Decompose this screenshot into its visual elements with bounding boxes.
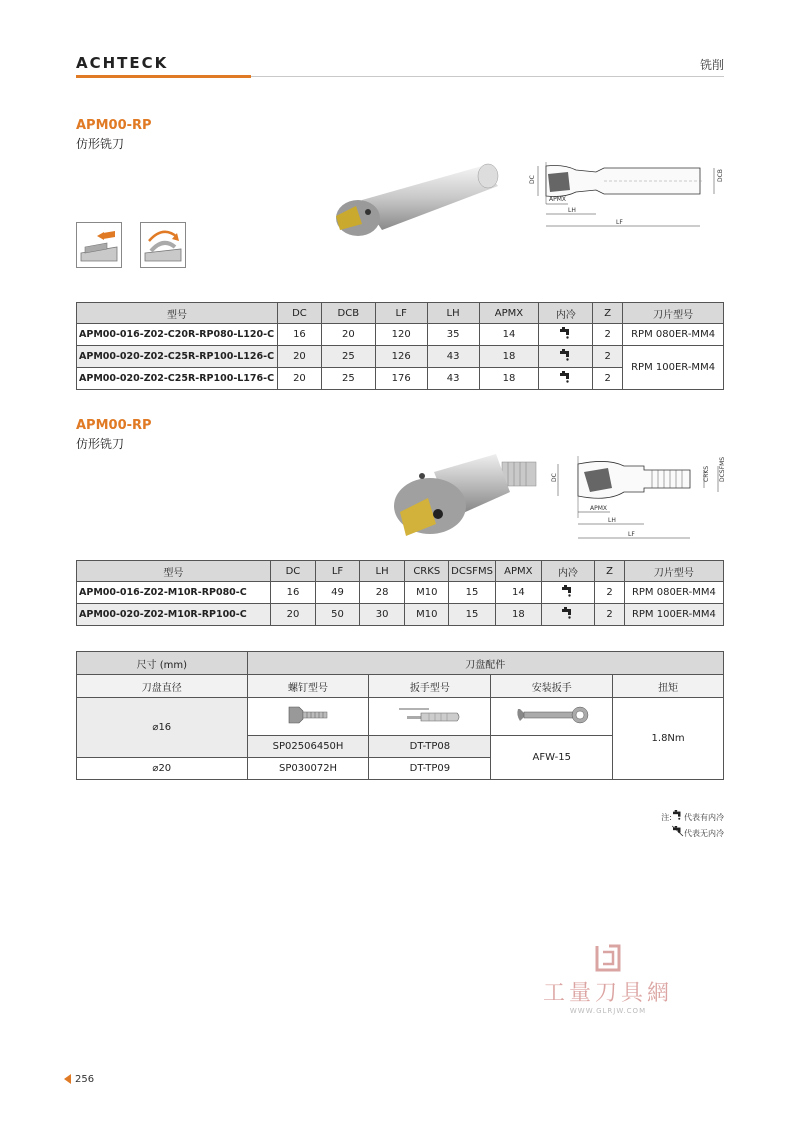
insert-cell: RPM 080ER-MM4 — [623, 324, 724, 346]
dcb-cell: 20 — [321, 324, 375, 346]
screwdriver-icon — [395, 717, 465, 728]
dimension-diagram-1 — [524, 160, 724, 230]
col-header-coolant: 内冷 — [539, 303, 593, 324]
key-image-cell — [369, 698, 491, 736]
page-number-text: 256 — [75, 1074, 95, 1085]
col-header-lf: LF — [375, 303, 427, 324]
diagram2-lf-label: LF — [628, 531, 635, 538]
note-without-coolant-text: 代表无内冷 — [684, 829, 724, 838]
tool-photo-modular-type — [384, 452, 540, 544]
table-row — [77, 346, 724, 368]
col-header-apmx: APMX — [479, 303, 539, 324]
watermark-logo-icon — [538, 944, 678, 976]
internal-coolant-icon — [559, 353, 573, 364]
apmx-cell: 18 — [495, 604, 541, 626]
key-cell: DT-TP09 — [369, 758, 491, 780]
diagram2-dc-label: DC — [551, 473, 558, 482]
diagram2-crks-label: CRKS — [703, 465, 710, 482]
col-header-screw: 螺钉型号 — [247, 675, 369, 698]
dc-cell: 16 — [270, 582, 316, 604]
col-header-dcb: DCB — [321, 303, 375, 324]
coolant-cell — [539, 346, 593, 368]
dcsfms-cell: 15 — [449, 582, 496, 604]
internal-coolant-icon — [561, 589, 575, 600]
page-category: 铣削 — [699, 58, 724, 72]
col-header-key: 扳手型号 — [369, 675, 491, 698]
parts-header: 刀盘配件 — [247, 652, 723, 675]
lf-cell: 120 — [375, 324, 427, 346]
model-cell: APM00-016-Z02-C20R-RP080-L120-C — [77, 324, 278, 346]
lf-cell: 50 — [316, 604, 360, 626]
col-header-insert: 刀片型号 — [624, 561, 723, 582]
header-accent-bar — [76, 75, 251, 78]
size-header: 尺寸 (mm) — [77, 652, 248, 675]
col-header-lh: LH — [427, 303, 479, 324]
insert-cell: RPM 100ER-MM4 — [623, 346, 724, 390]
col-header-model: 型号 — [77, 303, 278, 324]
dcb-cell: 25 — [321, 368, 375, 390]
internal-coolant-icon — [559, 331, 573, 342]
coolant-cell — [541, 604, 594, 626]
col-header-dc: DC — [270, 561, 316, 582]
model-cell: APM00-020-Z02-M10R-RP100-C — [77, 604, 271, 626]
table-row — [77, 324, 724, 346]
wrench-icon — [514, 719, 590, 730]
z-cell: 2 — [595, 604, 625, 626]
insert-cell: RPM 100ER-MM4 — [624, 604, 723, 626]
apmx-cell: 18 — [479, 346, 539, 368]
table-row — [77, 604, 724, 626]
lh-cell: 30 — [359, 604, 405, 626]
accessories-top-header-row — [77, 652, 724, 675]
section2-title: APM00-RP — [76, 418, 152, 433]
screw-icon — [285, 717, 331, 728]
diagram1-lf-label: LF — [616, 219, 623, 226]
section1-subtitle: 仿形铣刀 — [76, 137, 125, 151]
dcsfms-cell: 15 — [449, 604, 496, 626]
accessories-image-row — [77, 698, 724, 736]
lh-cell: 43 — [427, 346, 479, 368]
col-header-dc: DC — [277, 303, 321, 324]
z-cell: 2 — [593, 368, 623, 390]
spec-table-2 — [76, 560, 724, 626]
z-cell: 2 — [595, 582, 625, 604]
page-marker-icon — [64, 1074, 71, 1084]
apmx-cell: 18 — [479, 368, 539, 390]
note-without-coolant — [672, 826, 724, 839]
note-with-coolant-text: 代表有内冷 — [684, 813, 724, 822]
z-cell: 2 — [593, 346, 623, 368]
col-header-lf: LF — [316, 561, 360, 582]
dc-cell: 20 — [277, 368, 321, 390]
spec-table-1 — [76, 302, 724, 390]
diagram1-dc-label: DC — [529, 175, 536, 184]
diagram1-dcb-label: DCB — [717, 169, 724, 182]
lf-cell: 176 — [375, 368, 427, 390]
accessories-table — [76, 651, 724, 780]
wrench-cell: AFW-15 — [491, 736, 613, 780]
model-cell: APM00-020-Z02-C25R-RP100-L176-C — [77, 368, 278, 390]
brand-logo: ACHTECK — [76, 54, 169, 72]
table-row — [77, 582, 724, 604]
diagram2-apmx-label: APMX — [590, 505, 608, 512]
watermark-text: 工量刀具網 — [542, 981, 673, 1006]
coolant-cell — [539, 368, 593, 390]
lh-cell: 35 — [427, 324, 479, 346]
diameter-cell: ⌀20 — [77, 758, 248, 780]
torque-cell: 1.8Nm — [613, 698, 724, 780]
page-number — [64, 1074, 94, 1085]
col-header-insert: 刀片型号 — [623, 303, 724, 324]
internal-coolant-icon — [559, 375, 573, 386]
watermark — [538, 944, 678, 1015]
col-header-model: 型号 — [77, 561, 271, 582]
screw-image-cell — [247, 698, 369, 736]
section2-subtitle: 仿形铣刀 — [76, 437, 125, 451]
table2-header-row — [77, 561, 724, 582]
lh-cell: 28 — [359, 582, 405, 604]
dcb-cell: 25 — [321, 346, 375, 368]
apmx-cell: 14 — [495, 582, 541, 604]
col-header-z: Z — [593, 303, 623, 324]
wrench-image-cell — [491, 698, 613, 736]
col-header-torque: 扭矩 — [613, 675, 724, 698]
note-prefix: 注: — [661, 813, 672, 822]
internal-coolant-icon — [561, 611, 575, 622]
crks-cell: M10 — [405, 582, 449, 604]
no-coolant-icon — [672, 829, 684, 838]
lf-cell: 49 — [316, 582, 360, 604]
col-header-coolant: 内冷 — [541, 561, 594, 582]
col-header-wrench: 安装扳手 — [491, 675, 613, 698]
col-header-dcsfms: DCSFMS — [449, 561, 496, 582]
col-header-lh: LH — [359, 561, 405, 582]
screw-cell: SP030072H — [247, 758, 369, 780]
ramping-illustration-icon — [76, 222, 122, 268]
accessories-column-header-row — [77, 675, 724, 698]
screw-cell: SP02506450H — [247, 736, 369, 758]
copy-milling-illustration-icon — [140, 222, 186, 268]
apmx-cell: 14 — [479, 324, 539, 346]
diagram2-dcsfms-label: DCSFMS — [719, 456, 726, 482]
col-header-z: Z — [595, 561, 625, 582]
section1-title: APM00-RP — [76, 118, 152, 133]
diameter-cell: ⌀16 — [77, 698, 248, 758]
note-with-coolant — [661, 810, 724, 823]
lh-cell: 43 — [427, 368, 479, 390]
watermark-url: WWW.GLRJW.COM — [569, 1007, 647, 1015]
col-header-crks: CRKS — [405, 561, 449, 582]
dc-cell: 16 — [277, 324, 321, 346]
col-header-diameter: 刀盘直径 — [77, 675, 248, 698]
col-header-apmx: APMX — [495, 561, 541, 582]
crks-cell: M10 — [405, 604, 449, 626]
lf-cell: 126 — [375, 346, 427, 368]
dc-cell: 20 — [270, 604, 316, 626]
model-cell: APM00-016-Z02-M10R-RP080-C — [77, 582, 271, 604]
key-cell: DT-TP08 — [369, 736, 491, 758]
dimension-diagram-2 — [548, 454, 724, 544]
model-cell: APM00-020-Z02-C25R-RP100-L126-C — [77, 346, 278, 368]
diagram1-lh-label: LH — [568, 207, 576, 214]
diagram1-apmx-label: APMX — [549, 196, 567, 203]
tool-photo-shank-type — [322, 160, 500, 242]
table1-header-row — [77, 303, 724, 324]
coolant-cell — [541, 582, 594, 604]
internal-coolant-icon — [672, 813, 684, 822]
diagram2-lh-label: LH — [608, 517, 616, 524]
insert-cell: RPM 080ER-MM4 — [624, 582, 723, 604]
dc-cell: 20 — [277, 346, 321, 368]
coolant-cell — [539, 324, 593, 346]
z-cell: 2 — [593, 324, 623, 346]
